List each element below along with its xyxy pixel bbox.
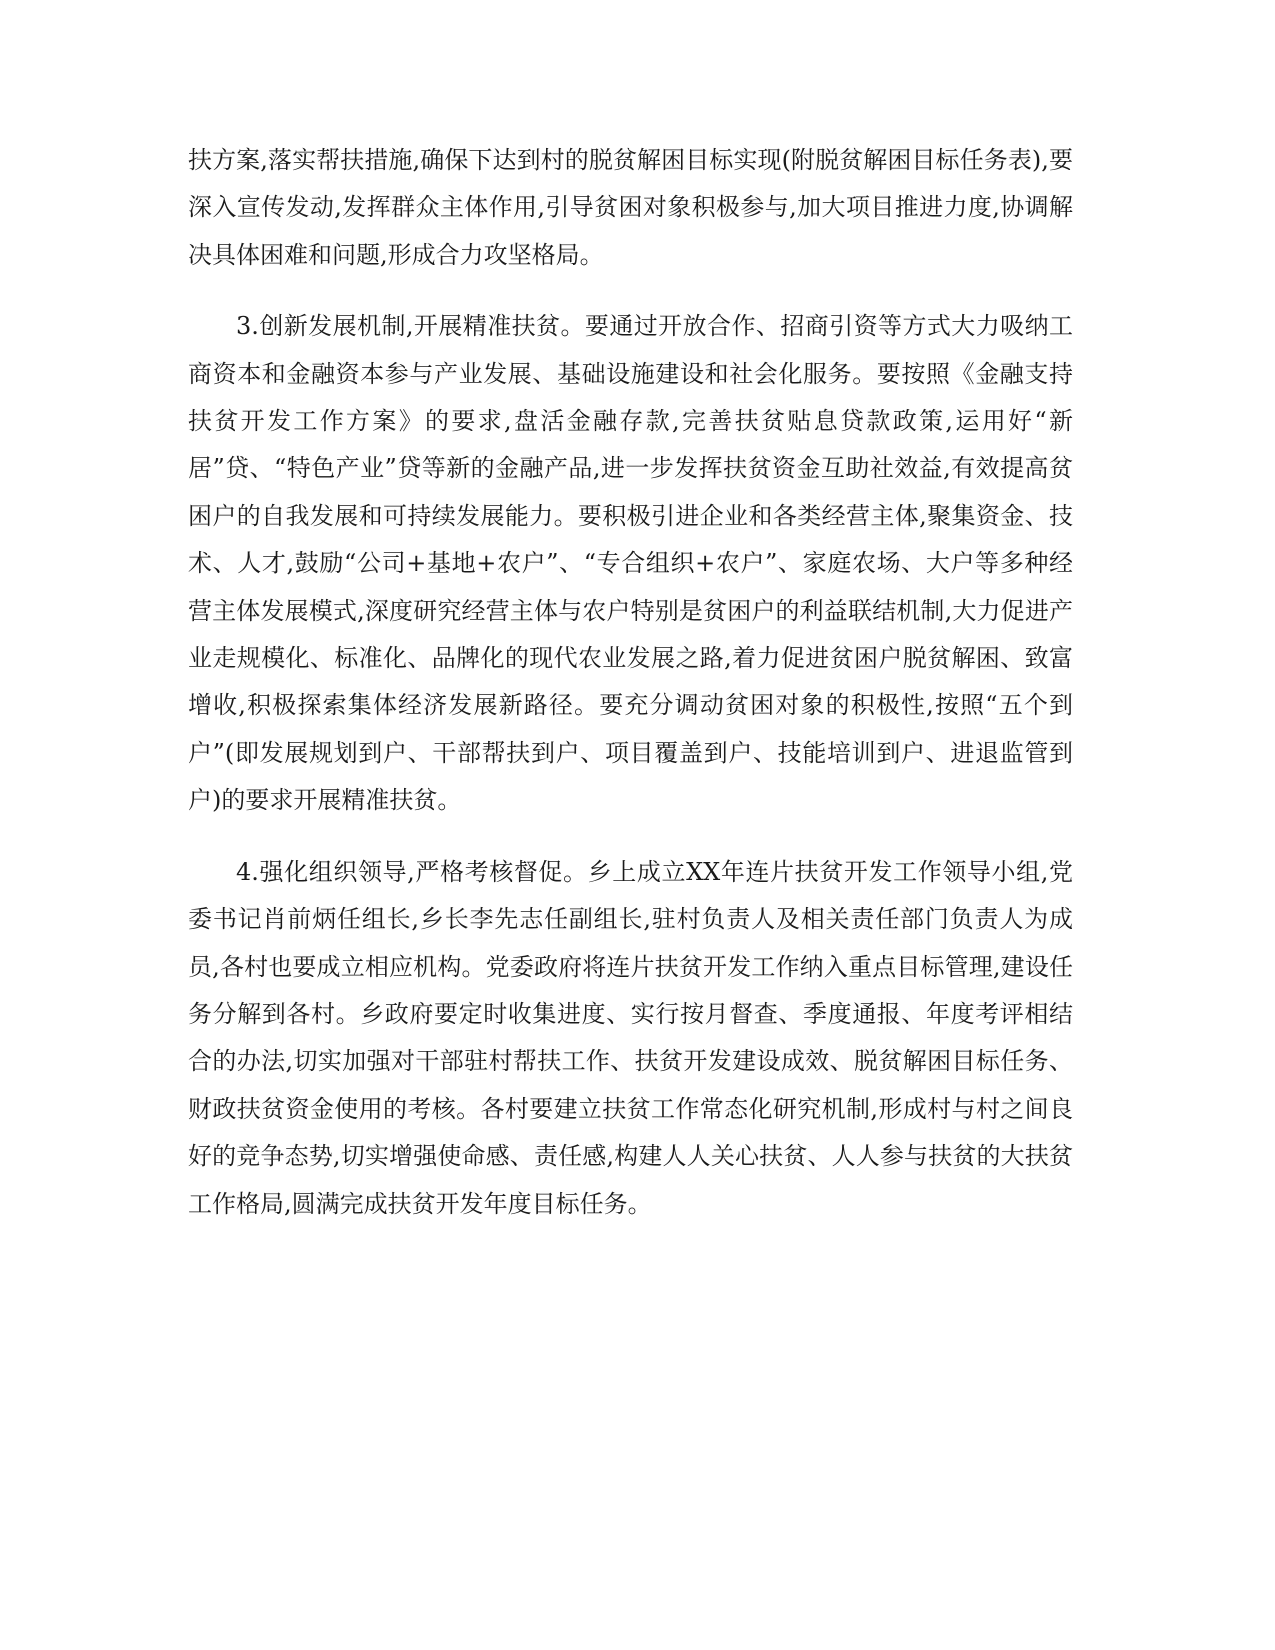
paragraph-continuation: 扶方案,落实帮扶措施,确保下达到村的脱贫解困目标实现(附脱贫解困目标任务表),要深入宣传发动,发挥群众主体作用,引导贫困对象积极参与,加大项目推进力度,协调解决具体困难和问题,形成合力攻坚格局。 [188,146,1073,269]
paragraph-innovation-mechanism: 3.创新发展机制,开展精准扶贫。要通过开放合作、招商引资等方式大力吸纳工商资本和金融资本参与产业发展、基础设施建设和社会化服务。要按照《金融支持扶贫开发工作方案》的要求,盘活金融存款,完善扶贫贴息贷款政策,运用好“新居”贷、“特色产业”贷等新的金融产品,进一步发挥扶贫资金互助社效益,有效提高贫困户的自我发展和可持续发展能力。要积极引进企业和各类经营主体,聚集资金、技术、人才,鼓励“公司+基地+农户”、“专合组织+农户”、家庭农场、大户等多种经营主体发展模式,深度研究经营主体与农户特别是贫困户的利益联结机制,大力促进产业走规模化、标准化、品牌化的现代农业发展之路,着力促进贫困户脱贫解困、致富增收,积极探索集体经济发展新路径。要充分调动贫困对象的积极性,按照“五个到户”(即发展规划到户、干部帮扶到户、项目覆盖到户、技能培训到户、进退监管到户)的要求开展精准扶贫。 [188,312,1073,815]
document-body [188,137,1073,1228]
paragraph-organization-leadership: 4.强化组织领导,严格考核督促。乡上成立XX年连片扶贫开发工作领导小组,党委书记肖前炳任组长,乡长李先志任副组长,驻村负责人及相关责任部门负责人为成员,各村也要成立相应机构。党委政府将连片扶贫开发工作纳入重点目标管理,建设任务分解到各村。乡政府要定时收集进度、实行按月督查、季度通报、年度考评相结合的办法,切实加强对干部驻村帮扶工作、扶贫开发建设成效、脱贫解困目标任务、财政扶贫资金使用的考核。各村要建立扶贫工作常态化研究机制,形成村与村之间良好的竞争态势,切实增强使命感、责任感,构建人人关心扶贫、人人参与扶贫的大扶贫工作格局,圆满完成扶贫开发年度目标任务。 [188,857,1073,1218]
